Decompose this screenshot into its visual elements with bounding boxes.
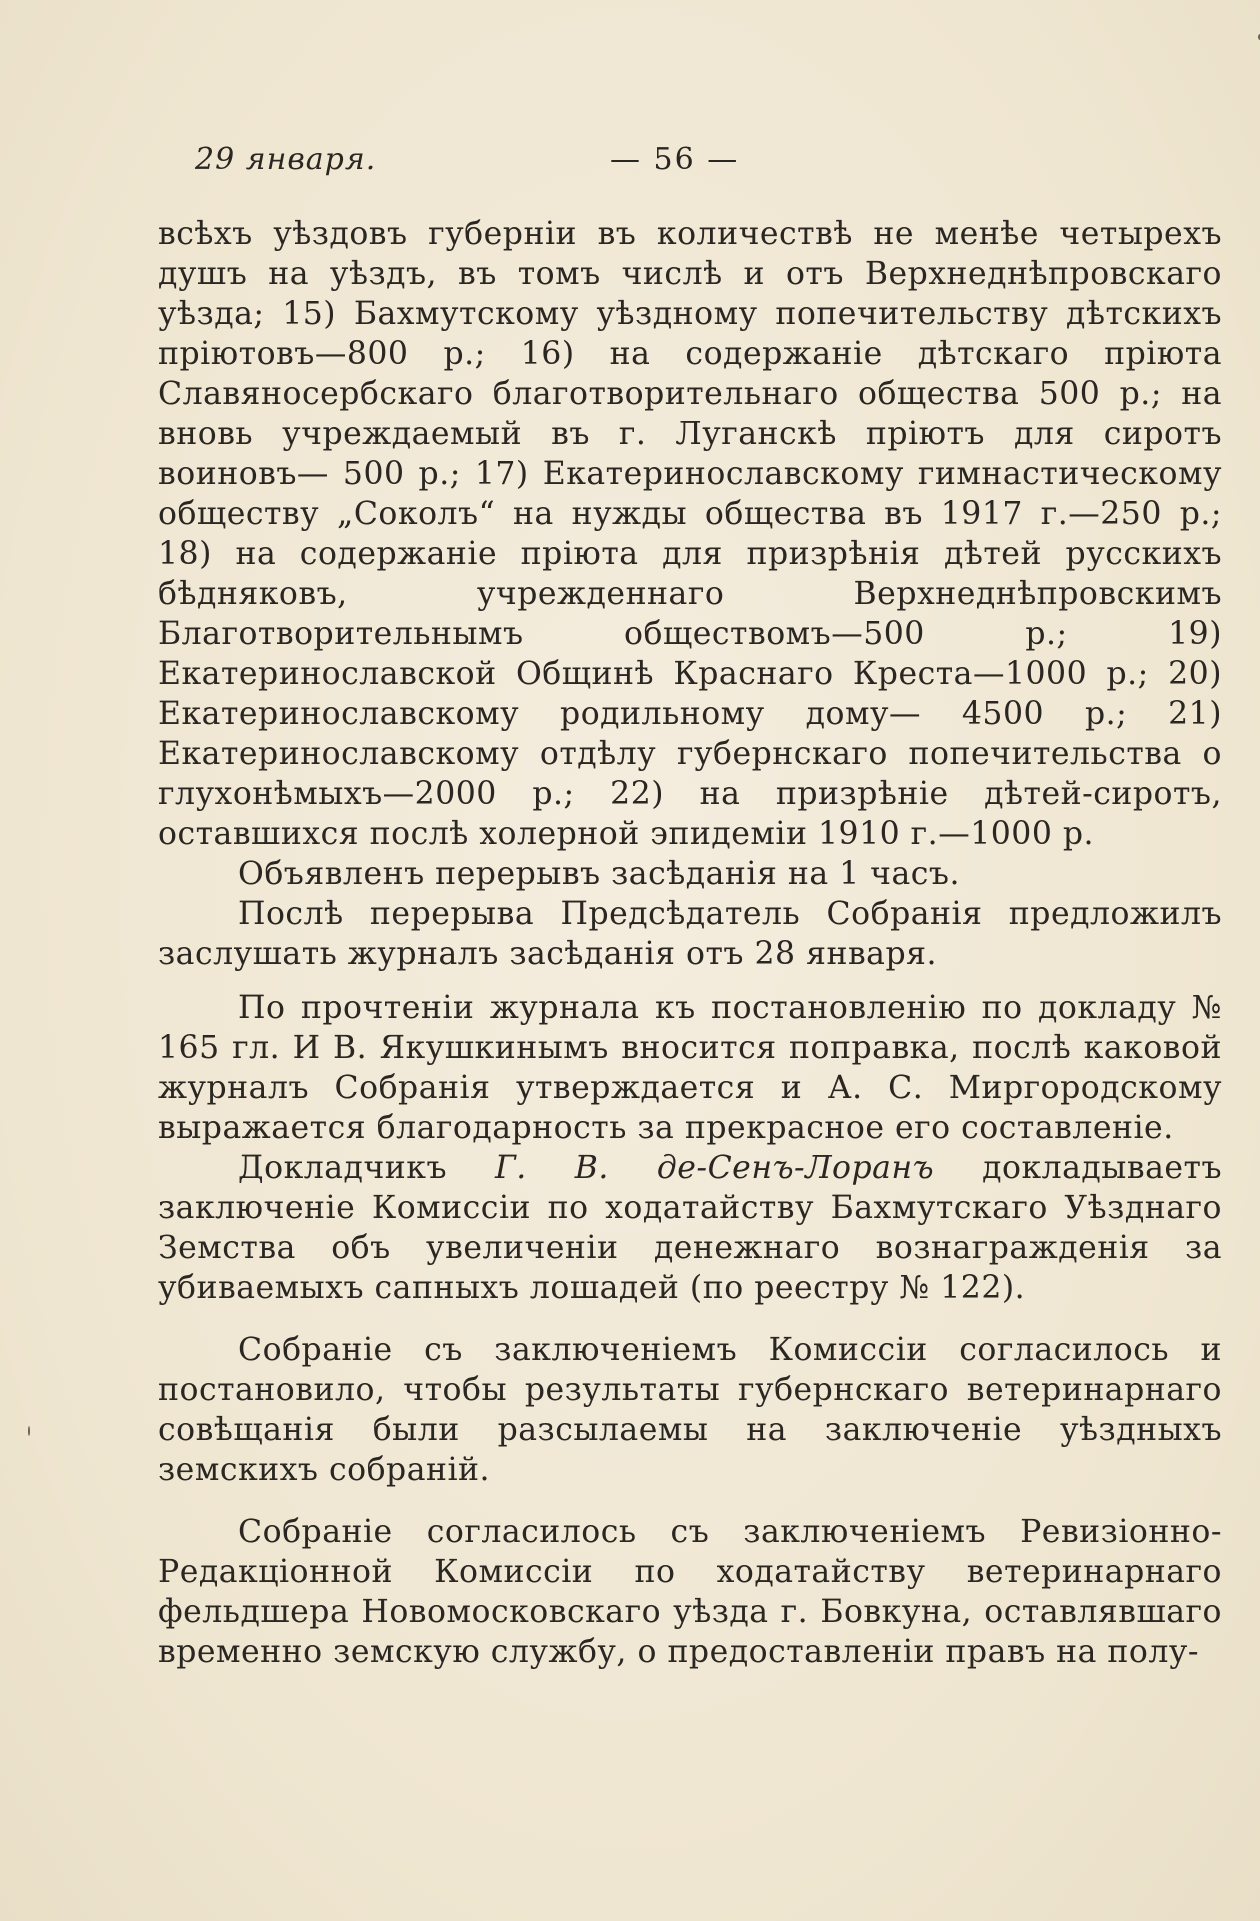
paragraph-veterinary-resolution: Собраніе съ заключеніемъ Комиссіи согласилось и постановило, чтобы результаты губернскаго ветеринарнаго совѣщанія были разсылаемы на заключеніе уѣздныхъ земскихъ собраній. [158, 1332, 1222, 1488]
paragraph-continuation: всѣхъ уѣздовъ губерніи въ количествѣ не менѣе четырехъ душъ на уѣздъ, въ томъ числѣ и отъ Верхнеднѣпровскаго уѣзда; 15) Бахмутскому уѣздному попечительству дѣтскихъ пріютовъ—800 р.; 16) на содержаніе дѣтскаго пріюта Славяносербскаго благотворительнаго общества 500 р.; на вновь учреждаемый въ г. Луганскѣ пріютъ для сиротъ воиновъ— 500 р.; 17) Екатеринославскому гимнастическому обществу „Соколъ“ на нужды общества въ 1917 г.—250 р.; 18) на содержаніе пріюта для призрѣнія дѣтей русскихъ бѣдняковъ, учрежденнаго Верхнеднѣпровскимъ Благотворительнымъ обществомъ—500 р.; 19) Екатеринославской Общинѣ Краснаго Креста—1000 р.; 20) Екатеринославскому родильному дому— 4500 р.; 21) Екатеринославскому отдѣлу губернскаго попечительства о глухонѣмыхъ—2000 р.; 22) на призрѣніе дѣтей-сиротъ, оставшихся послѣ холерной эпидеміи 1910 г.—1000 р. [158, 216, 1222, 852]
header-date: 29 января. [195, 142, 377, 177]
paragraph-gap [158, 1308, 1222, 1330]
rapporteur-report: докладываетъ заключеніе Комиссіи по ходатайству Бахмутскаго Уѣзднаго Земства объ увеличеніи денежнаго вознагражденія за убиваемыхъ сапныхъ лошадей (по реестру № 122). [158, 1150, 1223, 1306]
rapporteur-lead: Докладчикъ [238, 1150, 447, 1186]
paragraph-after-recess: Послѣ перерыва Предсѣдатель Собранія предложилъ заслушать журналъ засѣданія отъ 28 января. [158, 896, 1222, 972]
paragraph-rapporteur [158, 1148, 1222, 1308]
running-head [195, 142, 1095, 182]
paragraph-gap [158, 974, 1222, 988]
body-text [158, 214, 1222, 1672]
paragraph-revision-commission: Собраніе согласилось съ заключеніемъ Ревизіонно-Редакціонной Комиссіи по ходатайству ветеринарнаго фельдшера Новомосковскаго уѣзда г. Бовкуна, оставлявшаго временно земскую службу, о предоставленіи правъ на полу- [158, 1514, 1222, 1670]
paragraph-journal-approval: По прочтеніи журнала къ постановленію по докладу № 165 гл. И В. Якушкинымъ вносится поправка, послѣ каковой журналъ Собранія утверждается и А. С. Миргородскому выражается благодарность за прекрасное его составленіе. [158, 990, 1222, 1146]
rapporteur-name: Г. В. де-Сенъ-Лоранъ [494, 1150, 935, 1186]
page-number: — 56 — [610, 142, 740, 177]
paragraph-recess: Объявленъ перерывъ засѣданія на 1 часъ. [238, 856, 960, 892]
ink-speck [28, 1426, 30, 1436]
paragraph-gap [158, 1490, 1222, 1512]
